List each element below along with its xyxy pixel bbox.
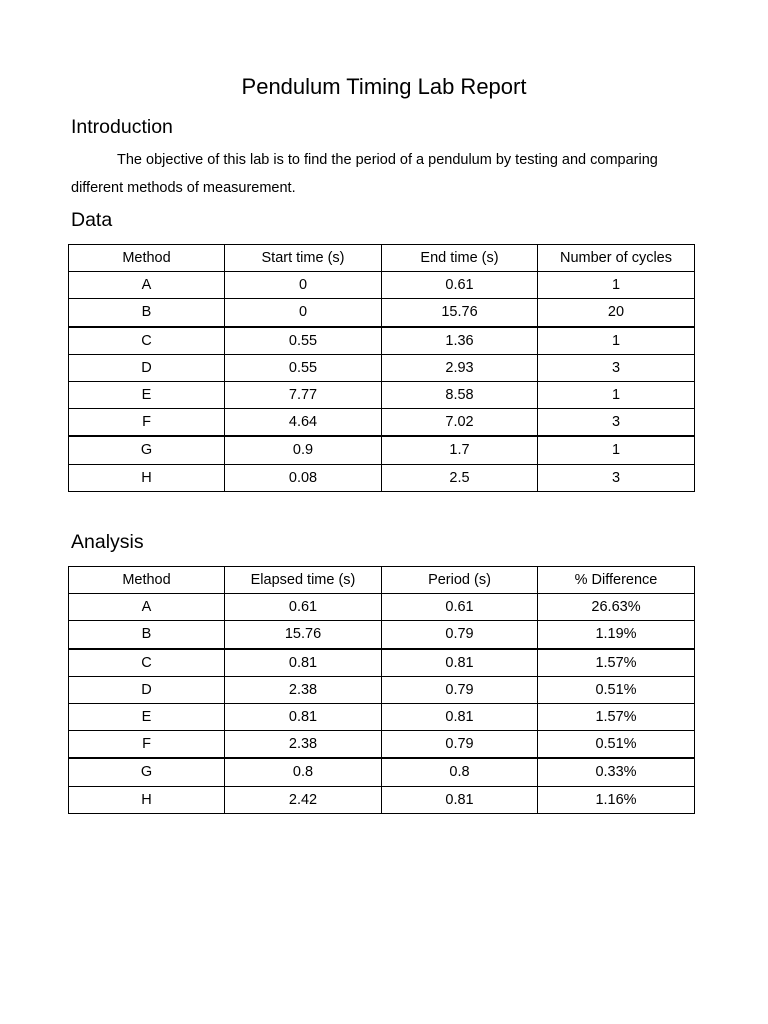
column-header: Elapsed time (s)	[225, 567, 382, 594]
table-cell: C	[69, 649, 225, 677]
table-cell: 0.51%	[538, 676, 695, 703]
table-cell: 0.79	[382, 676, 538, 703]
table-row	[69, 272, 695, 299]
table-cell: 1	[538, 272, 695, 299]
table-cell: 0.81	[225, 649, 382, 677]
table-cell: A	[69, 594, 225, 621]
table-cell: 0	[225, 299, 382, 327]
table-cell: 1	[538, 327, 695, 355]
data-table	[68, 244, 695, 492]
table-cell: 7.77	[225, 381, 382, 408]
table-cell: 2.93	[382, 354, 538, 381]
table-cell: E	[69, 703, 225, 730]
table-row	[69, 354, 695, 381]
table-row	[69, 758, 695, 786]
table-cell: 15.76	[382, 299, 538, 327]
table-cell: H	[69, 786, 225, 813]
column-header: Period (s)	[382, 567, 538, 594]
table-cell: 0.79	[382, 621, 538, 649]
table-cell: 0.81	[382, 649, 538, 677]
table-row	[69, 649, 695, 677]
table-row	[69, 327, 695, 355]
table-row	[69, 464, 695, 491]
table-row	[69, 731, 695, 759]
table-cell: 1.36	[382, 327, 538, 355]
table-cell: 0.55	[225, 327, 382, 355]
table-cell: 0.8	[225, 758, 382, 786]
table-cell: 1	[538, 436, 695, 464]
table-cell: 0.51%	[538, 731, 695, 759]
table-cell: 1.57%	[538, 703, 695, 730]
table-cell: 1	[538, 381, 695, 408]
column-header: Number of cycles	[538, 245, 695, 272]
data-heading: Data	[71, 209, 113, 231]
table-cell: 0.55	[225, 354, 382, 381]
table-cell: D	[69, 354, 225, 381]
table-row	[69, 703, 695, 730]
table-cell: 0.08	[225, 464, 382, 491]
column-header: Start time (s)	[225, 245, 382, 272]
table-cell: 7.02	[382, 409, 538, 437]
analysis-heading: Analysis	[71, 531, 144, 553]
table-cell: 3	[538, 464, 695, 491]
table-cell: 1.16%	[538, 786, 695, 813]
introduction-heading: Introduction	[71, 116, 173, 138]
table-cell: G	[69, 436, 225, 464]
table-cell: 1.19%	[538, 621, 695, 649]
table-cell: 2.38	[225, 731, 382, 759]
table-row	[69, 299, 695, 327]
table-cell: 0	[225, 272, 382, 299]
introduction-paragraph: The objective of this lab is to find the period of a pendulum by testing and comparing different methods of measurement.	[71, 152, 658, 196]
table-cell: G	[69, 758, 225, 786]
table-row	[69, 676, 695, 703]
table-cell: 1.7	[382, 436, 538, 464]
table-cell: 8.58	[382, 381, 538, 408]
table-cell: 0.81	[382, 786, 538, 813]
table-cell: 0.79	[382, 731, 538, 759]
table-cell: 15.76	[225, 621, 382, 649]
table-cell: B	[69, 621, 225, 649]
table-header-row	[69, 245, 695, 272]
table-cell: 0.8	[382, 758, 538, 786]
table-cell: 1.57%	[538, 649, 695, 677]
table-cell: C	[69, 327, 225, 355]
table-cell: 3	[538, 354, 695, 381]
table-row	[69, 381, 695, 408]
table-header-row	[69, 567, 695, 594]
table-cell: F	[69, 409, 225, 437]
table-cell: E	[69, 381, 225, 408]
table-cell: H	[69, 464, 225, 491]
table-cell: A	[69, 272, 225, 299]
column-header: Method	[69, 567, 225, 594]
table-cell: D	[69, 676, 225, 703]
table-cell: 2.5	[382, 464, 538, 491]
analysis-table	[68, 566, 695, 814]
table-cell: 0.9	[225, 436, 382, 464]
table-cell: 20	[538, 299, 695, 327]
table-cell: 2.42	[225, 786, 382, 813]
table-cell: 0.61	[382, 272, 538, 299]
table-row	[69, 786, 695, 813]
table-cell: 0.81	[225, 703, 382, 730]
table-cell: 0.33%	[538, 758, 695, 786]
table-cell: 3	[538, 409, 695, 437]
table-cell: 0.61	[382, 594, 538, 621]
column-header: Method	[69, 245, 225, 272]
table-row	[69, 436, 695, 464]
table-cell: 4.64	[225, 409, 382, 437]
table-cell: 0.61	[225, 594, 382, 621]
table-cell: 26.63%	[538, 594, 695, 621]
table-cell: B	[69, 299, 225, 327]
table-row	[69, 594, 695, 621]
table-cell: F	[69, 731, 225, 759]
table-row	[69, 621, 695, 649]
report-title: Pendulum Timing Lab Report	[241, 74, 527, 99]
column-header: % Difference	[538, 567, 695, 594]
column-header: End time (s)	[382, 245, 538, 272]
table-row	[69, 409, 695, 437]
table-cell: 2.38	[225, 676, 382, 703]
table-cell: 0.81	[382, 703, 538, 730]
